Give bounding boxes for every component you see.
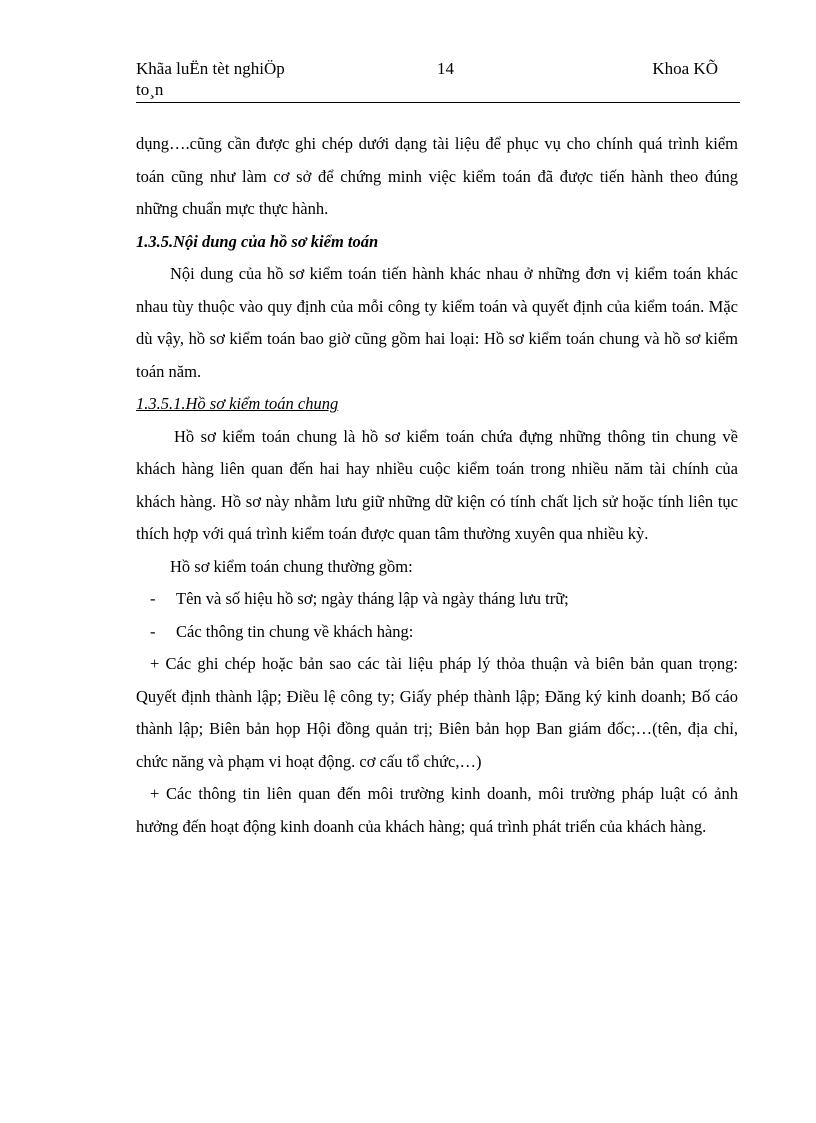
paragraph-2: Nội dung của hồ sơ kiểm toán tiến hành khác nhau ở những đơn vị kiểm toán khác nhau tùy thuộc vào quy định của mỗi công ty kiểm toán và quyết định của kiểm toán. Mặc dù vậy, hồ sơ kiểm toán bao giờ cũng gồm hai loại: Hồ sơ kiểm toán chung và hồ sơ kiểm toán năm. — [136, 264, 738, 381]
document-body — [136, 128, 738, 843]
list-item — [136, 616, 738, 649]
list-item-text: Tên và số hiệu hồ sơ; ngày tháng lập và ngày tháng lưu trữ; — [176, 589, 569, 608]
paragraph-3: Hồ sơ kiểm toán chung là hồ sơ kiểm toán chứa đựng những thông tin chung về khách hàng liên quan đến hai hay nhiều cuộc kiểm toán trong nhiều năm tài chính của khách hàng. Hồ sơ này nhằm lưu giữ những dữ kiện có tính chất lịch sử hoặc tính liên tục thích hợp với quá trình kiểm toán được quan tâm thường xuyên qua nhiều kỳ. — [136, 426, 738, 543]
header-right-text: Khoa KÕ — [652, 59, 718, 78]
sub-list-item: + Các ghi chép hoặc bản sao các tài liệu pháp lý thỏa thuận và biên bản quan trọng: Quyết định thành lập; Điều lệ công ty; Giấy phép thành lập; Đăng ký kinh doanh; Bố cáo thành lập; Biên bản họp Hội đồng quản trị; Biên bản họp Ban giám đốc;…(tên, địa chỉ, chức năng và phạm vi hoạt động. cơ cấu tổ chức,…) — [136, 654, 738, 771]
list-item — [136, 583, 738, 616]
dash-bullet: - — [150, 621, 156, 641]
header-left-text: Khãa luËn tèt nghiÖp to¸n — [136, 59, 285, 99]
section-heading: 1.3.5.Nội dung của hồ sơ kiểm toán — [136, 231, 379, 251]
sub-list-item: + Các thông tin liên quan đến môi trường kinh doanh, môi trường pháp luật có ảnh hưởng đến hoạt động kinh doanh của khách hàng; quá trình phát triển của khách hàng. — [136, 784, 738, 836]
dash-bullet: - — [150, 589, 156, 608]
page-header — [136, 58, 740, 103]
subsection-heading-text: 1.3.5.1.Hồ sơ kiểm toán chung — [136, 394, 339, 413]
list-item-text: Các thông tin chung về khách hàng: — [176, 621, 414, 641]
subsection-heading — [136, 388, 738, 421]
page-number: 14 — [437, 59, 454, 78]
paragraph-1: dụng….cũng cần được ghi chép dưới dạng tài liệu để phục vụ cho chính quá trình kiểm toán cũng như làm cơ sở để chứng minh việc kiểm toán đã được tiến hành theo đúng những chuẩn mực thực hành. — [136, 134, 738, 218]
paragraph-4: Hồ sơ kiểm toán chung thường gồm: — [170, 556, 413, 576]
